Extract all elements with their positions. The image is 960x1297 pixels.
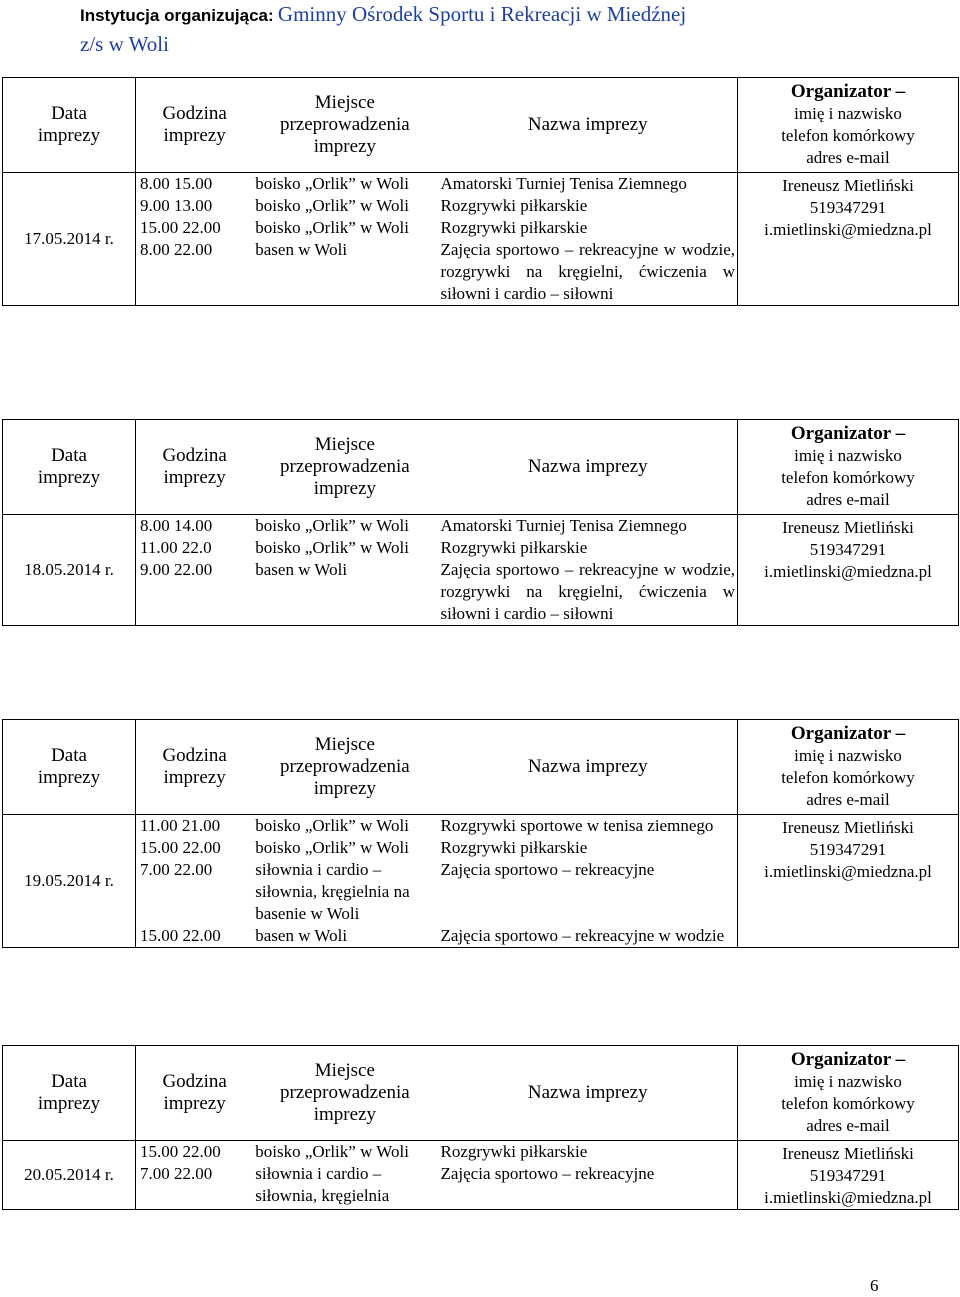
event-date: 19.05.2014 r. [3, 815, 136, 948]
header-organizer-title: Organizator – [790, 423, 906, 444]
header-place-line: imprezy [313, 1104, 376, 1125]
events-cell [136, 515, 738, 626]
event-name: Rozgrywki piłkarskie [440, 218, 588, 237]
header-organizer [738, 720, 959, 815]
header-place-line: imprezy [313, 778, 376, 799]
organizer-name: Ireneusz Mietliński [782, 1144, 914, 1163]
header-date-line: Data [51, 745, 87, 766]
header-place [251, 92, 436, 158]
organizer-email: i.mietlinski@miedzna.pl [764, 562, 932, 581]
header-time-line: Godzina [162, 445, 227, 466]
event-date: 20.05.2014 r. [3, 1141, 136, 1210]
organizer-contact [738, 1141, 959, 1210]
header-organizer-line: adres e-mail [806, 490, 890, 509]
event-place: boisko „Orlik” w Woli [255, 516, 409, 535]
header-place-line: przeprowadzenia [279, 756, 410, 777]
event-name: Zajęcia sportowo – rekreacyjne w wodzie [440, 926, 725, 945]
event-name: Rozgrywki piłkarskie [440, 1142, 588, 1161]
schedule-table-day [2, 719, 959, 948]
schedule-table-day [2, 77, 959, 306]
header-inner [136, 720, 738, 815]
header-event-name: Nazwa imprezy [527, 1082, 648, 1103]
event-name: Zajęcia sportowo – rekreacyjne [440, 860, 655, 879]
header-organizer-line: telefon komórkowy [781, 1094, 915, 1113]
event-row [136, 195, 737, 217]
event-place: boisko „Orlik” w Woli [255, 196, 409, 215]
organizer-phone: 519347291 [809, 1166, 887, 1185]
event-place: boisko „Orlik” w Woli [255, 538, 409, 557]
schedule-table-day [2, 1045, 959, 1210]
organizer-email: i.mietlinski@miedzna.pl [764, 862, 932, 881]
event-row [136, 859, 737, 925]
header-place-line: Miejsce [314, 1060, 375, 1081]
organizer-phone: 519347291 [809, 840, 887, 859]
organizer-email: i.mietlinski@miedzna.pl [764, 220, 932, 239]
event-place: siłownia i cardio – siłownia, kręgielnia [255, 1164, 390, 1205]
header-date [3, 720, 136, 815]
header-place [251, 734, 436, 800]
event-row [136, 217, 737, 239]
header-organizer [738, 78, 959, 173]
event-row [136, 173, 737, 195]
event-place: basen w Woli [255, 240, 348, 259]
event-name: Rozgrywki piłkarskie [440, 538, 588, 557]
header-organizer-line: telefon komórkowy [781, 768, 915, 787]
header-time [136, 434, 251, 500]
organizer-email: i.mietlinski@miedzna.pl [764, 1188, 932, 1207]
event-row [136, 1163, 737, 1207]
header-date [3, 420, 136, 515]
event-place: boisko „Orlik” w Woli [255, 1142, 409, 1161]
event-name: Amatorski Turniej Tenisa Ziemnego [440, 516, 687, 535]
event-time: 8.00 14.00 [140, 516, 213, 535]
event-time: 15.00 22.00 [140, 218, 221, 237]
header-place [251, 434, 436, 500]
header-time-line: imprezy [163, 467, 226, 488]
page-number: 6 [870, 1276, 879, 1295]
event-place: siłownia i cardio – siłownia, kręgielnia na basenie w Woli [255, 860, 410, 923]
header-date [3, 1046, 136, 1141]
organizer-name: Ireneusz Mietliński [782, 818, 914, 837]
header-time-line: Godzina [162, 745, 227, 766]
event-time: 8.00 22.00 [140, 240, 213, 259]
event-row [136, 837, 737, 859]
header-place-line: Miejsce [314, 434, 375, 455]
event-place: boisko „Orlik” w Woli [255, 816, 409, 835]
header-organizer [738, 420, 959, 515]
header-organizer-line: imię i nazwisko [794, 1072, 902, 1091]
document-header [80, 0, 890, 59]
header-organizer [738, 1046, 959, 1141]
event-name: Rozgrywki piłkarskie [440, 838, 588, 857]
event-place: basen w Woli [255, 926, 348, 945]
organizer-name-line1: Gminny Ośrodek Sportu i Rekreacji w Miedźnej [277, 2, 687, 26]
event-place: boisko „Orlik” w Woli [255, 838, 409, 857]
header-organizer-line: adres e-mail [806, 148, 890, 167]
header-date-line: imprezy [37, 467, 101, 488]
event-row [136, 537, 737, 559]
header-inner [136, 78, 738, 173]
event-time: 15.00 22.00 [140, 1142, 221, 1161]
organizer-contact [738, 173, 959, 306]
schedule-table-day [2, 419, 959, 626]
header-time [136, 92, 251, 158]
organizer-name-line2: z/s w Woli [80, 32, 169, 56]
event-name: Rozgrywki piłkarskie [440, 196, 588, 215]
header-place [251, 1060, 436, 1126]
event-date: 17.05.2014 r. [3, 173, 136, 306]
organizer-name: Ireneusz Mietliński [782, 176, 914, 195]
header-inner [136, 1046, 738, 1141]
event-time: 8.00 15.00 [140, 174, 213, 193]
header-organizer-title: Organizator – [790, 81, 906, 102]
event-row [136, 1141, 737, 1163]
event-row [136, 815, 737, 837]
event-date: 18.05.2014 r. [3, 515, 136, 626]
header-inner [136, 420, 738, 515]
header-date-line: Data [51, 1071, 87, 1092]
events-cell [136, 1141, 738, 1210]
event-name: Zajęcia sportowo – rekreacyjne w wodzie, rozgrywki na kręgielni, ćwiczenia w siłowni i cardio – siłowni [440, 560, 735, 623]
header-date-line: Data [51, 103, 87, 124]
header-event-name: Nazwa imprezy [527, 456, 648, 477]
header-organizer-line: imię i nazwisko [794, 446, 902, 465]
header-time [136, 1060, 251, 1126]
header-organizer-title: Organizator – [790, 723, 906, 744]
event-name: Rozgrywki sportowe w tenisa ziemnego [440, 816, 714, 835]
event-time: 11.00 21.00 [140, 816, 221, 835]
header-place-line: imprezy [313, 136, 376, 157]
header-place-line: przeprowadzenia [279, 114, 410, 135]
header-time-line: imprezy [163, 1093, 226, 1114]
events-cell [136, 173, 738, 306]
header-time-line: imprezy [163, 125, 226, 146]
event-time: 15.00 22.00 [140, 838, 221, 857]
header-place-line: Miejsce [314, 734, 375, 755]
header-organizer-line: telefon komórkowy [781, 126, 915, 145]
header-organizer-line: imię i nazwisko [794, 104, 902, 123]
header-organizer-line: adres e-mail [806, 1116, 890, 1135]
event-time: 9.00 13.00 [140, 196, 213, 215]
event-place: boisko „Orlik” w Woli [255, 174, 409, 193]
header-date-line: imprezy [37, 1093, 101, 1114]
event-time: 7.00 22.00 [140, 860, 213, 879]
header-time-line: imprezy [163, 767, 226, 788]
event-name: Amatorski Turniej Tenisa Ziemnego [440, 174, 687, 193]
organizer-name: Ireneusz Mietliński [782, 518, 914, 537]
header-place-line: przeprowadzenia [279, 456, 410, 477]
header-place-line: przeprowadzenia [279, 1082, 410, 1103]
organizer-phone: 519347291 [809, 198, 887, 217]
event-row [136, 559, 737, 625]
organizer-contact [738, 515, 959, 626]
event-place: boisko „Orlik” w Woli [255, 218, 409, 237]
event-row [136, 239, 737, 305]
header-date-line: Data [51, 445, 87, 466]
organizer-contact [738, 815, 959, 948]
header-organizer-line: telefon komórkowy [781, 468, 915, 487]
header-date [3, 78, 136, 173]
header-event-name: Nazwa imprezy [527, 114, 648, 135]
organizing-institution-label: Instytucja organizująca: [80, 6, 274, 25]
header-organizer-title: Organizator – [790, 1049, 906, 1070]
header-date-line: imprezy [37, 767, 101, 788]
header-time-line: Godzina [162, 1071, 227, 1092]
header-organizer-line: adres e-mail [806, 790, 890, 809]
header-place-line: Miejsce [314, 92, 375, 113]
header-event-name: Nazwa imprezy [527, 756, 648, 777]
header-time [136, 734, 251, 800]
events-cell [136, 815, 738, 948]
event-time: 11.00 22.0 [140, 538, 212, 557]
event-time: 9.00 22.00 [140, 560, 213, 579]
event-time: 15.00 22.00 [140, 926, 221, 945]
event-time: 7.00 22.00 [140, 1164, 213, 1183]
event-name: Zajęcia sportowo – rekreacyjne w wodzie, rozgrywki na kręgielni, ćwiczenia w siłowni i cardio – siłowni [440, 240, 735, 303]
event-name: Zajęcia sportowo – rekreacyjne [440, 1164, 655, 1183]
header-organizer-line: imię i nazwisko [794, 746, 902, 765]
event-row [136, 515, 737, 537]
event-place: basen w Woli [255, 560, 348, 579]
header-date-line: imprezy [37, 125, 101, 146]
event-row [136, 925, 737, 947]
header-time-line: Godzina [162, 103, 227, 124]
organizer-phone: 519347291 [809, 540, 887, 559]
header-place-line: imprezy [313, 478, 376, 499]
